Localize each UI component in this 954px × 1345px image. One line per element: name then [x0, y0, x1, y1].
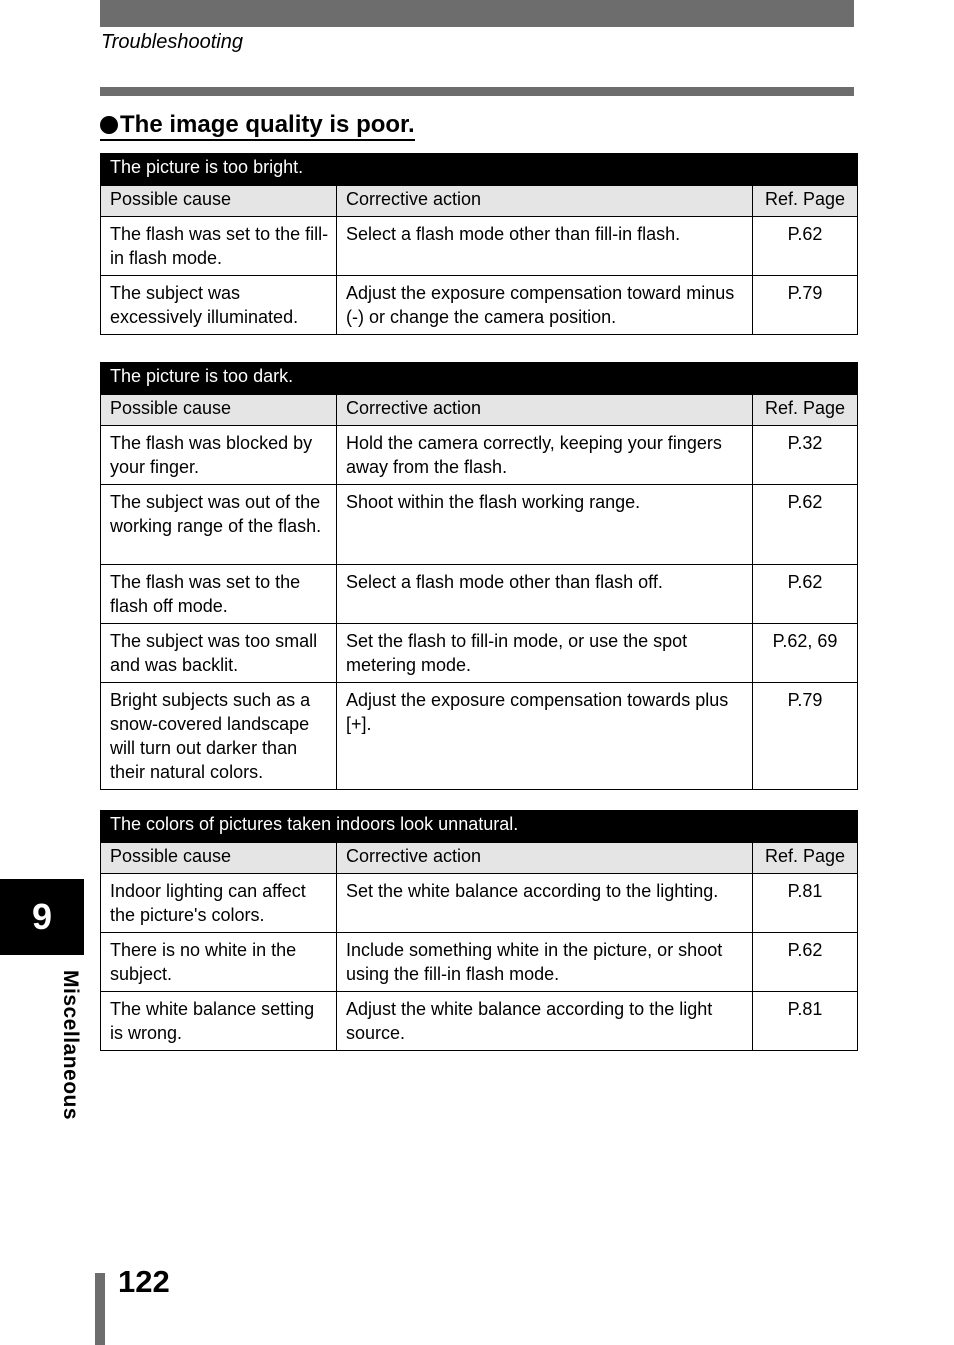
ref-cell: P.79: [753, 276, 858, 335]
ref-cell: P.32: [753, 426, 858, 485]
table-row: [101, 624, 858, 683]
cause-cell: The flash was set to the fill-in flash mode.: [101, 217, 337, 276]
cause-cell: The white balance setting is wrong.: [101, 992, 337, 1051]
column-header-action: Corrective action: [337, 395, 753, 426]
table-title: The colors of pictures taken indoors look unnatural.: [101, 811, 858, 843]
table-row: [101, 992, 858, 1051]
table-row: [101, 874, 858, 933]
column-header-ref: Ref. Page: [753, 186, 858, 217]
column-header-ref: Ref. Page: [753, 843, 858, 874]
column-header-cause: Possible cause: [101, 395, 337, 426]
section-label: Troubleshooting: [101, 31, 243, 53]
action-cell: Set the flash to fill-in mode, or use the spot metering mode.: [337, 624, 753, 683]
bullet-icon: [100, 116, 118, 134]
ref-cell: P.62: [753, 933, 858, 992]
table-row: [101, 485, 858, 565]
action-cell: Adjust the white balance according to the light source.: [337, 992, 753, 1051]
cause-cell: The flash was blocked by your finger.: [101, 426, 337, 485]
column-header-action: Corrective action: [337, 186, 753, 217]
table-title: The picture is too dark.: [101, 363, 858, 395]
header-bar: [100, 0, 854, 27]
ref-cell: P.81: [753, 874, 858, 933]
action-cell: Select a flash mode other than fill-in flash.: [337, 217, 753, 276]
cause-cell: The subject was excessively illuminated.: [101, 276, 337, 335]
table-row: [101, 426, 858, 485]
table-row: [101, 217, 858, 276]
ref-cell: P.62: [753, 485, 858, 565]
action-cell: Select a flash mode other than flash off.: [337, 565, 753, 624]
table-row: [101, 683, 858, 790]
cause-cell: Bright subjects such as a snow-covered landscape will turn out darker than their natural colors.: [101, 683, 337, 790]
cause-cell: Indoor lighting can affect the picture's colors.: [101, 874, 337, 933]
column-header-action: Corrective action: [337, 843, 753, 874]
cause-cell: The subject was out of the working range of the flash.: [101, 485, 337, 565]
page-number-bar: [95, 1273, 105, 1345]
cause-cell: There is no white in the subject.: [101, 933, 337, 992]
column-header-cause: Possible cause: [101, 843, 337, 874]
table-row: [101, 276, 858, 335]
ref-cell: P.62, 69: [753, 624, 858, 683]
page-heading-text: The image quality is poor.: [120, 111, 415, 138]
table-too-dark: [100, 362, 858, 790]
ref-cell: P.62: [753, 217, 858, 276]
ref-cell: P.79: [753, 683, 858, 790]
cause-cell: The subject was too small and was backlit.: [101, 624, 337, 683]
table-row: [101, 933, 858, 992]
table-row: [101, 565, 858, 624]
page-number: 122: [118, 1264, 170, 1299]
action-cell: Include something white in the picture, or shoot using the fill-in flash mode.: [337, 933, 753, 992]
table-too-bright: [100, 153, 858, 335]
action-cell: Adjust the exposure compensation toward minus (-) or change the camera position.: [337, 276, 753, 335]
action-cell: Hold the camera correctly, keeping your fingers away from the flash.: [337, 426, 753, 485]
ref-cell: P.81: [753, 992, 858, 1051]
chapter-label: Miscellaneous: [59, 970, 82, 1121]
chapter-tab: 9: [0, 879, 84, 955]
ref-cell: P.62: [753, 565, 858, 624]
action-cell: Shoot within the flash working range.: [337, 485, 753, 565]
header-rule: [100, 87, 854, 96]
column-header-cause: Possible cause: [101, 186, 337, 217]
page-heading: [100, 111, 415, 141]
column-header-ref: Ref. Page: [753, 395, 858, 426]
table-indoor-colors: [100, 810, 858, 1051]
cause-cell: The flash was set to the flash off mode.: [101, 565, 337, 624]
table-title: The picture is too bright.: [101, 154, 858, 186]
action-cell: Set the white balance according to the lighting.: [337, 874, 753, 933]
action-cell: Adjust the exposure compensation towards plus [+].: [337, 683, 753, 790]
